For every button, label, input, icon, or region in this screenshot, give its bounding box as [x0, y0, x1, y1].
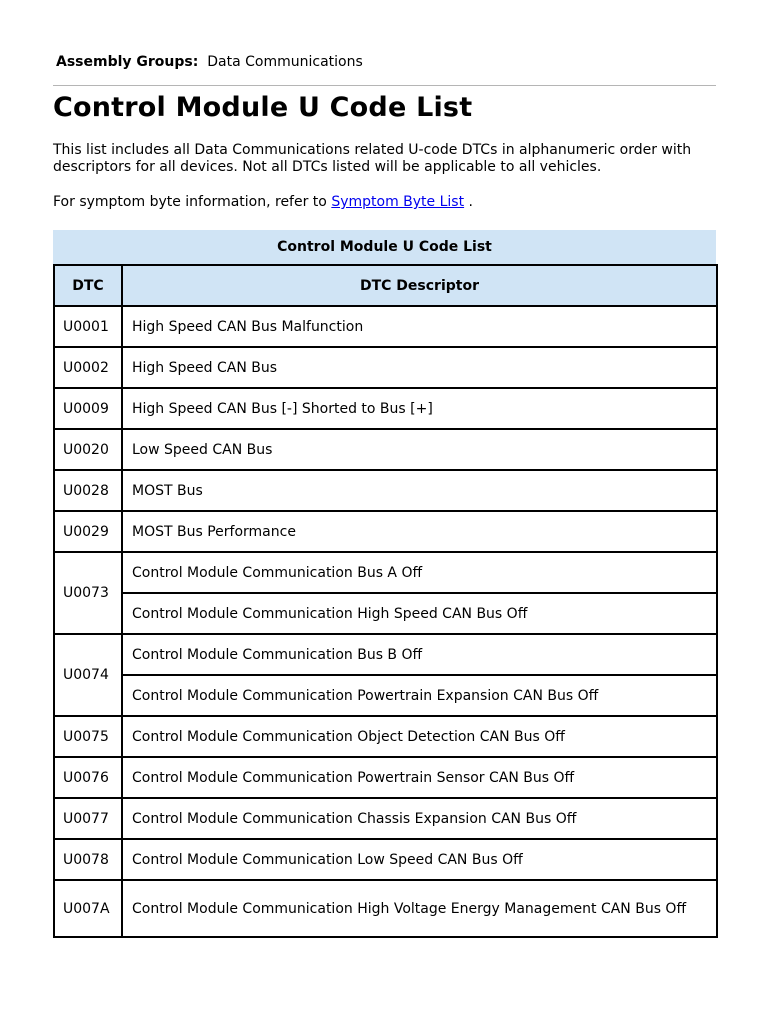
dtc-descriptor-cell: Control Module Communication Bus B Off	[122, 634, 717, 675]
dtc-code-cell: U0076	[54, 757, 122, 798]
dtc-code-cell: U0001	[54, 306, 122, 347]
dtc-code-cell: U0073	[54, 552, 122, 634]
table-row	[54, 634, 717, 675]
dtc-table	[53, 264, 718, 938]
dtc-descriptor-cell: MOST Bus Performance	[122, 511, 717, 552]
table-header-row	[54, 265, 717, 306]
table-row	[54, 511, 717, 552]
dtc-code-cell: U0028	[54, 470, 122, 511]
dtc-code-cell: U0020	[54, 429, 122, 470]
symptom-byte-list-link[interactable]: Symptom Byte List	[331, 194, 465, 210]
dtc-descriptor-cell: Control Module Communication Object Detection CAN Bus Off	[122, 716, 717, 757]
table-row	[54, 593, 717, 634]
dtc-descriptor-cell: Control Module Communication High Voltage Energy Management CAN Bus Off	[122, 880, 717, 937]
table-row	[54, 470, 717, 511]
table-row	[54, 347, 717, 388]
table-row	[54, 429, 717, 470]
dtc-code-cell: U0074	[54, 634, 122, 716]
dtc-code-cell: U0078	[54, 839, 122, 880]
dtc-descriptor-cell: High Speed CAN Bus	[122, 347, 717, 388]
table-row	[54, 757, 717, 798]
table-row	[54, 716, 717, 757]
dtc-code-cell: U007A	[54, 880, 122, 937]
reference-suffix: .	[468, 194, 473, 210]
table-row	[54, 798, 717, 839]
dtc-code-cell: U0075	[54, 716, 122, 757]
dtc-descriptor-cell: High Speed CAN Bus [-] Shorted to Bus [+]	[122, 388, 717, 429]
dtc-descriptor-cell: Low Speed CAN Bus	[122, 429, 717, 470]
intro-paragraph: This list includes all Data Communications related U-code DTCs in alphanumeric order with descriptors for all devices. Not all DTCs listed will be applicable to all vehicles.	[53, 142, 692, 175]
dtc-descriptor-cell: MOST Bus	[122, 470, 717, 511]
breadcrumb	[56, 54, 363, 70]
breadcrumb-value: Data Communications	[207, 54, 363, 70]
dtc-descriptor-cell: Control Module Communication Powertrain Sensor CAN Bus Off	[122, 757, 717, 798]
table-row	[54, 552, 717, 593]
dtc-descriptor-cell: High Speed CAN Bus Malfunction	[122, 306, 717, 347]
column-header-dtc: DTC	[54, 265, 122, 306]
dtc-descriptor-cell: Control Module Communication Bus A Off	[122, 552, 717, 593]
table-row	[54, 675, 717, 716]
dtc-code-cell: U0009	[54, 388, 122, 429]
column-header-descriptor: DTC Descriptor	[122, 265, 717, 306]
reference-prefix: For symptom byte information, refer to	[53, 194, 327, 210]
dtc-code-cell: U0077	[54, 798, 122, 839]
dtc-code-cell: U0029	[54, 511, 122, 552]
breadcrumb-label: Assembly Groups:	[56, 54, 199, 70]
dtc-descriptor-cell: Control Module Communication Powertrain Expansion CAN Bus Off	[122, 675, 717, 716]
table-body	[54, 306, 717, 937]
dtc-code-cell: U0002	[54, 347, 122, 388]
table-row	[54, 839, 717, 880]
table-row	[54, 880, 717, 937]
table-row	[54, 388, 717, 429]
table-caption: Control Module U Code List	[53, 230, 716, 264]
table-row	[54, 306, 717, 347]
page-title: Control Module U Code List	[53, 92, 473, 123]
divider	[53, 85, 716, 86]
symptom-reference	[53, 194, 473, 211]
dtc-descriptor-cell: Control Module Communication High Speed CAN Bus Off	[122, 593, 717, 634]
dtc-descriptor-cell: Control Module Communication Chassis Expansion CAN Bus Off	[122, 798, 717, 839]
dtc-descriptor-cell: Control Module Communication Low Speed CAN Bus Off	[122, 839, 717, 880]
dtc-table-container	[53, 230, 716, 938]
